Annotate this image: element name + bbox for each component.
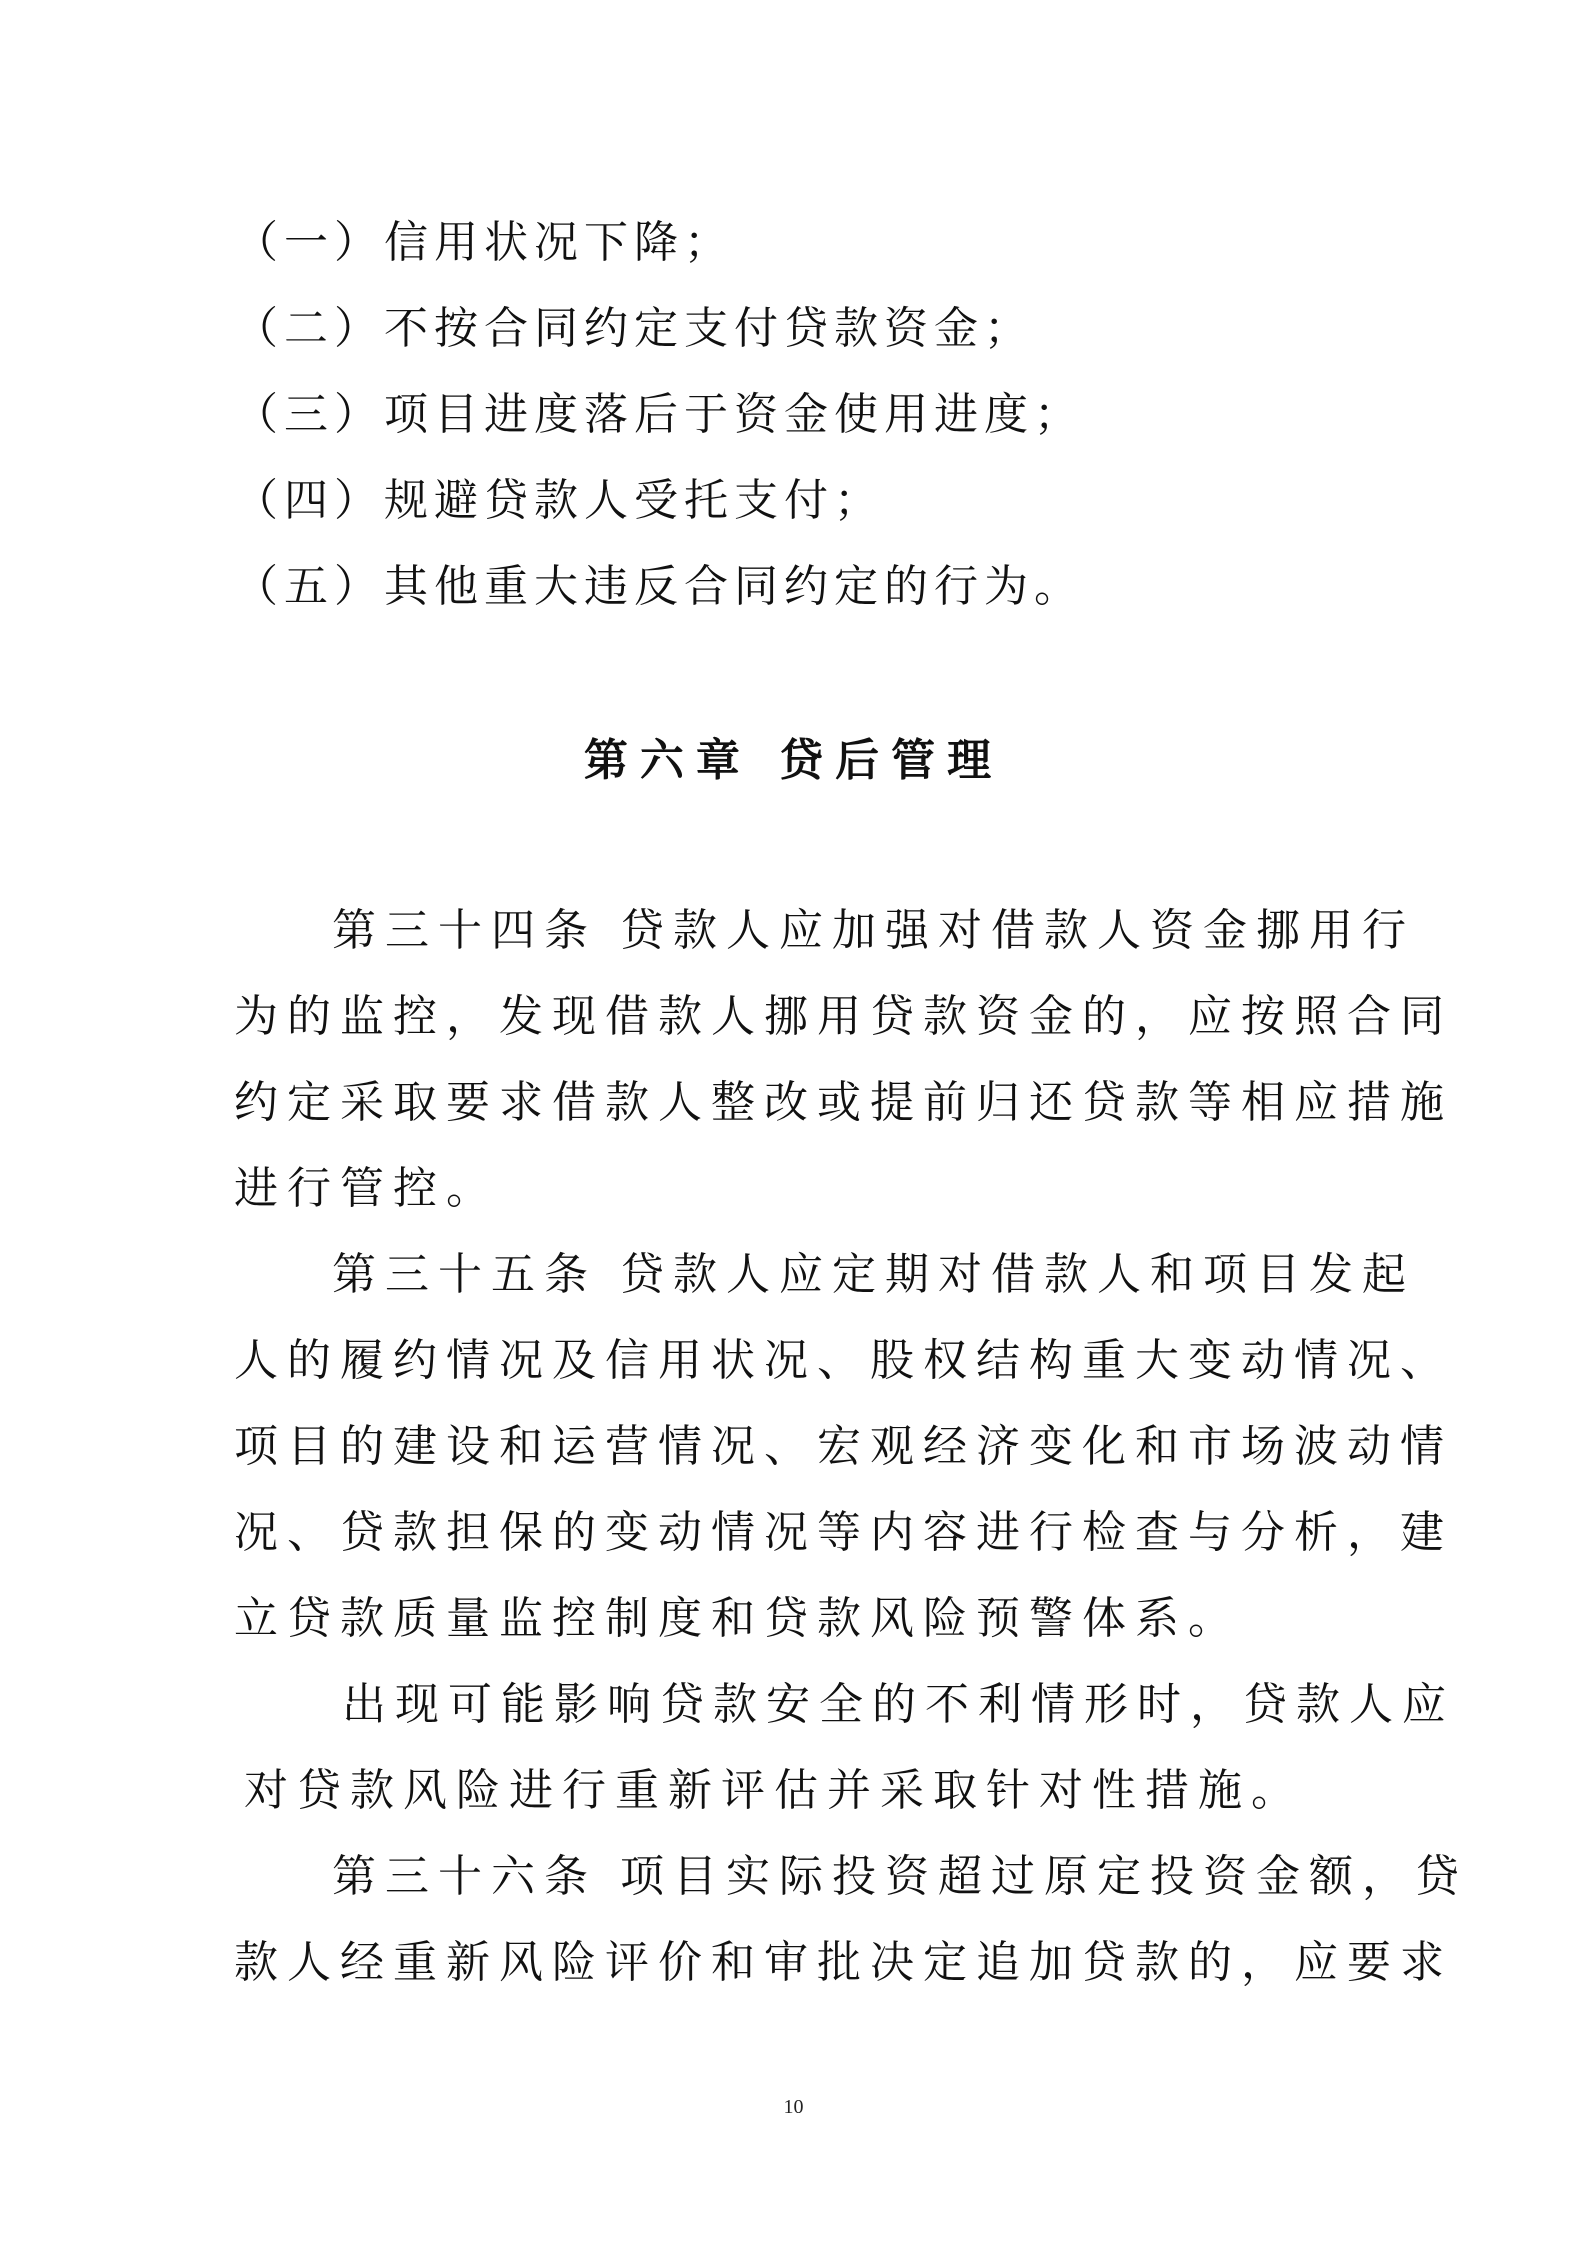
article-35-line-3: 项目的建设和运营情况、宏观经济变化和市场波动情 bbox=[234, 1421, 1453, 1472]
article-36-line-2: 款人经重新风险评价和审批决定追加贷款的，应要求 bbox=[234, 1937, 1453, 1988]
article-34-line-2: 为的监控，发现借款人挪用贷款资金的，应按照合同 bbox=[234, 991, 1453, 1042]
list-item-3: （三）项目进度落后于资金使用进度； bbox=[234, 389, 1084, 440]
article-35-cont-line-2: 对贷款风险进行重新评估并采取针对性措施。 bbox=[244, 1765, 1304, 1816]
article-36-line-1: 第三十六条 项目实际投资超过原定投资金额，贷 bbox=[332, 1851, 1468, 1902]
article-34 bbox=[234, 888, 1453, 1232]
list-item-5: （五）其他重大违反合同约定的行为。 bbox=[234, 561, 1084, 612]
article-35-line-1: 第三十五条 贷款人应定期对借款人和项目发起 bbox=[332, 1249, 1415, 1300]
article-34-line-4: 进行管控。 bbox=[234, 1163, 499, 1214]
article-35 bbox=[234, 1232, 1453, 1662]
article-34-line-3: 约定采取要求借款人整改或提前归还贷款等相应措施 bbox=[234, 1077, 1453, 1128]
list-item-4: （四）规避贷款人受托支付； bbox=[234, 475, 884, 526]
page-number: 10 bbox=[783, 2096, 804, 2118]
article-35-line-5: 立贷款质量监控制度和贷款风险预警体系。 bbox=[234, 1593, 1241, 1644]
list-item-2: （二）不按合同约定支付贷款资金； bbox=[234, 303, 1034, 354]
article-35-continuation bbox=[234, 1662, 1455, 1834]
chapter-title: 第六章 贷后管理 bbox=[583, 735, 1004, 786]
article-35-line-4: 况、贷款担保的变动情况等内容进行检查与分析，建 bbox=[234, 1507, 1453, 1558]
article-36 bbox=[234, 1834, 1468, 2006]
list-item-1: （一）信用状况下降； bbox=[234, 217, 734, 268]
article-34-line-1: 第三十四条 贷款人应加强对借款人资金挪用行 bbox=[332, 905, 1415, 956]
article-35-cont-line-1: 出现可能影响贷款安全的不利情形时，贷款人应 bbox=[342, 1679, 1455, 1730]
article-35-line-2: 人的履约情况及信用状况、股权结构重大变动情况、 bbox=[234, 1335, 1453, 1386]
